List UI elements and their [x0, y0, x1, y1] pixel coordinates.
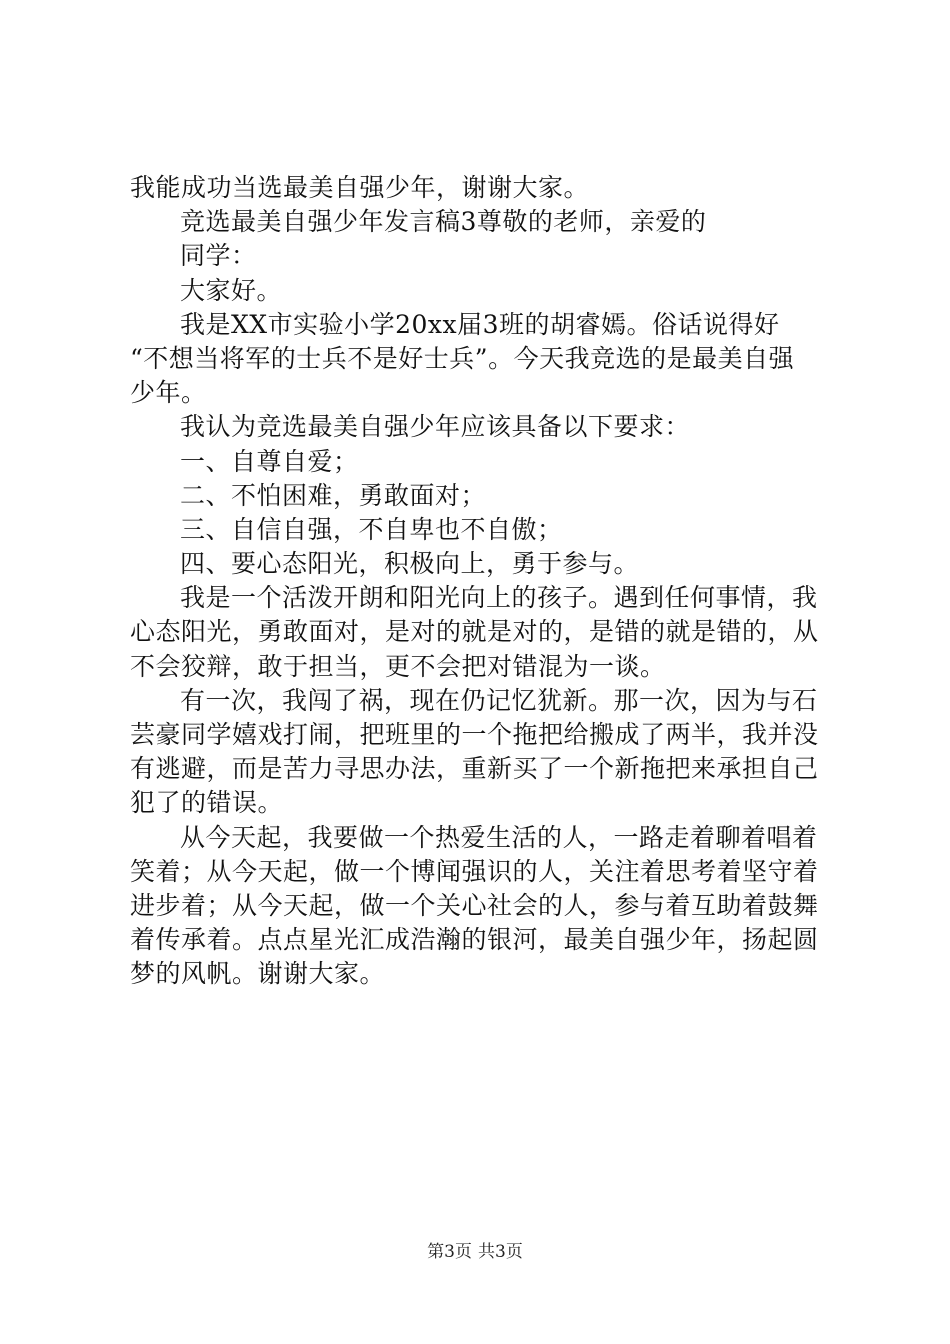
- text-line: 犯了的错误。: [130, 788, 284, 818]
- text-line: 有一次，我闯了祸，现在仍记忆犹新。那一次，因为与石: [180, 685, 818, 715]
- text-line: 一、自尊自爱；: [180, 446, 359, 476]
- text-line: 我是XX市实验小学20xx届3班的胡睿嫣。俗话说得好: [180, 309, 780, 339]
- text-line: 竞选最美自强少年发言稿3尊敬的老师，亲爱的: [180, 207, 707, 237]
- text-line: 进步着；从今天起，做一个关心社会的人，参与着互助着鼓舞: [130, 890, 819, 920]
- text-line: 我是一个活泼开朗和阳光向上的孩子。遇到任何事情，我: [180, 583, 818, 613]
- text-line: 同学：: [180, 241, 257, 271]
- text-line: 有逃避，而是苦力寻思办法，重新买了一个新拖把来承担自己: [130, 754, 819, 784]
- text-line: 着传承着。点点星光汇成浩瀚的银河，最美自强少年，扬起圆: [130, 925, 819, 955]
- document-body: [130, 171, 840, 992]
- text-line: 少年。: [130, 378, 207, 408]
- text-line: 二、不怕困难，勇敢面对；: [180, 480, 487, 510]
- text-line: 心态阳光，勇敢面对，是对的就是对的，是错的就是错的，从: [130, 617, 819, 647]
- text-line: 梦的风帆。谢谢大家。: [130, 959, 386, 989]
- text-line: 三、自信自强，不自卑也不自傲；: [180, 514, 563, 544]
- text-line: 四、要心态阳光，积极向上，勇于参与。: [180, 549, 640, 579]
- text-line: 芸豪同学嬉戏打闹，把班里的一个拖把给搬成了两半，我并没: [130, 720, 819, 749]
- page-footer: [0, 1241, 950, 1263]
- text-line: 我能成功当选最美自强少年，谢谢大家。: [130, 173, 590, 202]
- text-line: 笑着；从今天起，做一个博闻强识的人，关注着思考着坚守着: [130, 856, 819, 886]
- text-line: 不会狡辩，敢于担当，更不会把对错混为一谈。: [130, 651, 666, 681]
- text-line: 从今天起，我要做一个热爱生活的人，一路走着聊着唱着: [180, 822, 818, 852]
- page-number-total: 共3页: [478, 1242, 523, 1262]
- page-number-current: 第3页: [427, 1242, 472, 1262]
- text-line: 大家好。: [180, 275, 283, 305]
- text-line: “不想当将军的士兵不是好士兵”。今天我竞选的是最美自强: [130, 343, 795, 373]
- text-line: 我认为竞选最美自强少年应该具备以下要求：: [180, 412, 691, 442]
